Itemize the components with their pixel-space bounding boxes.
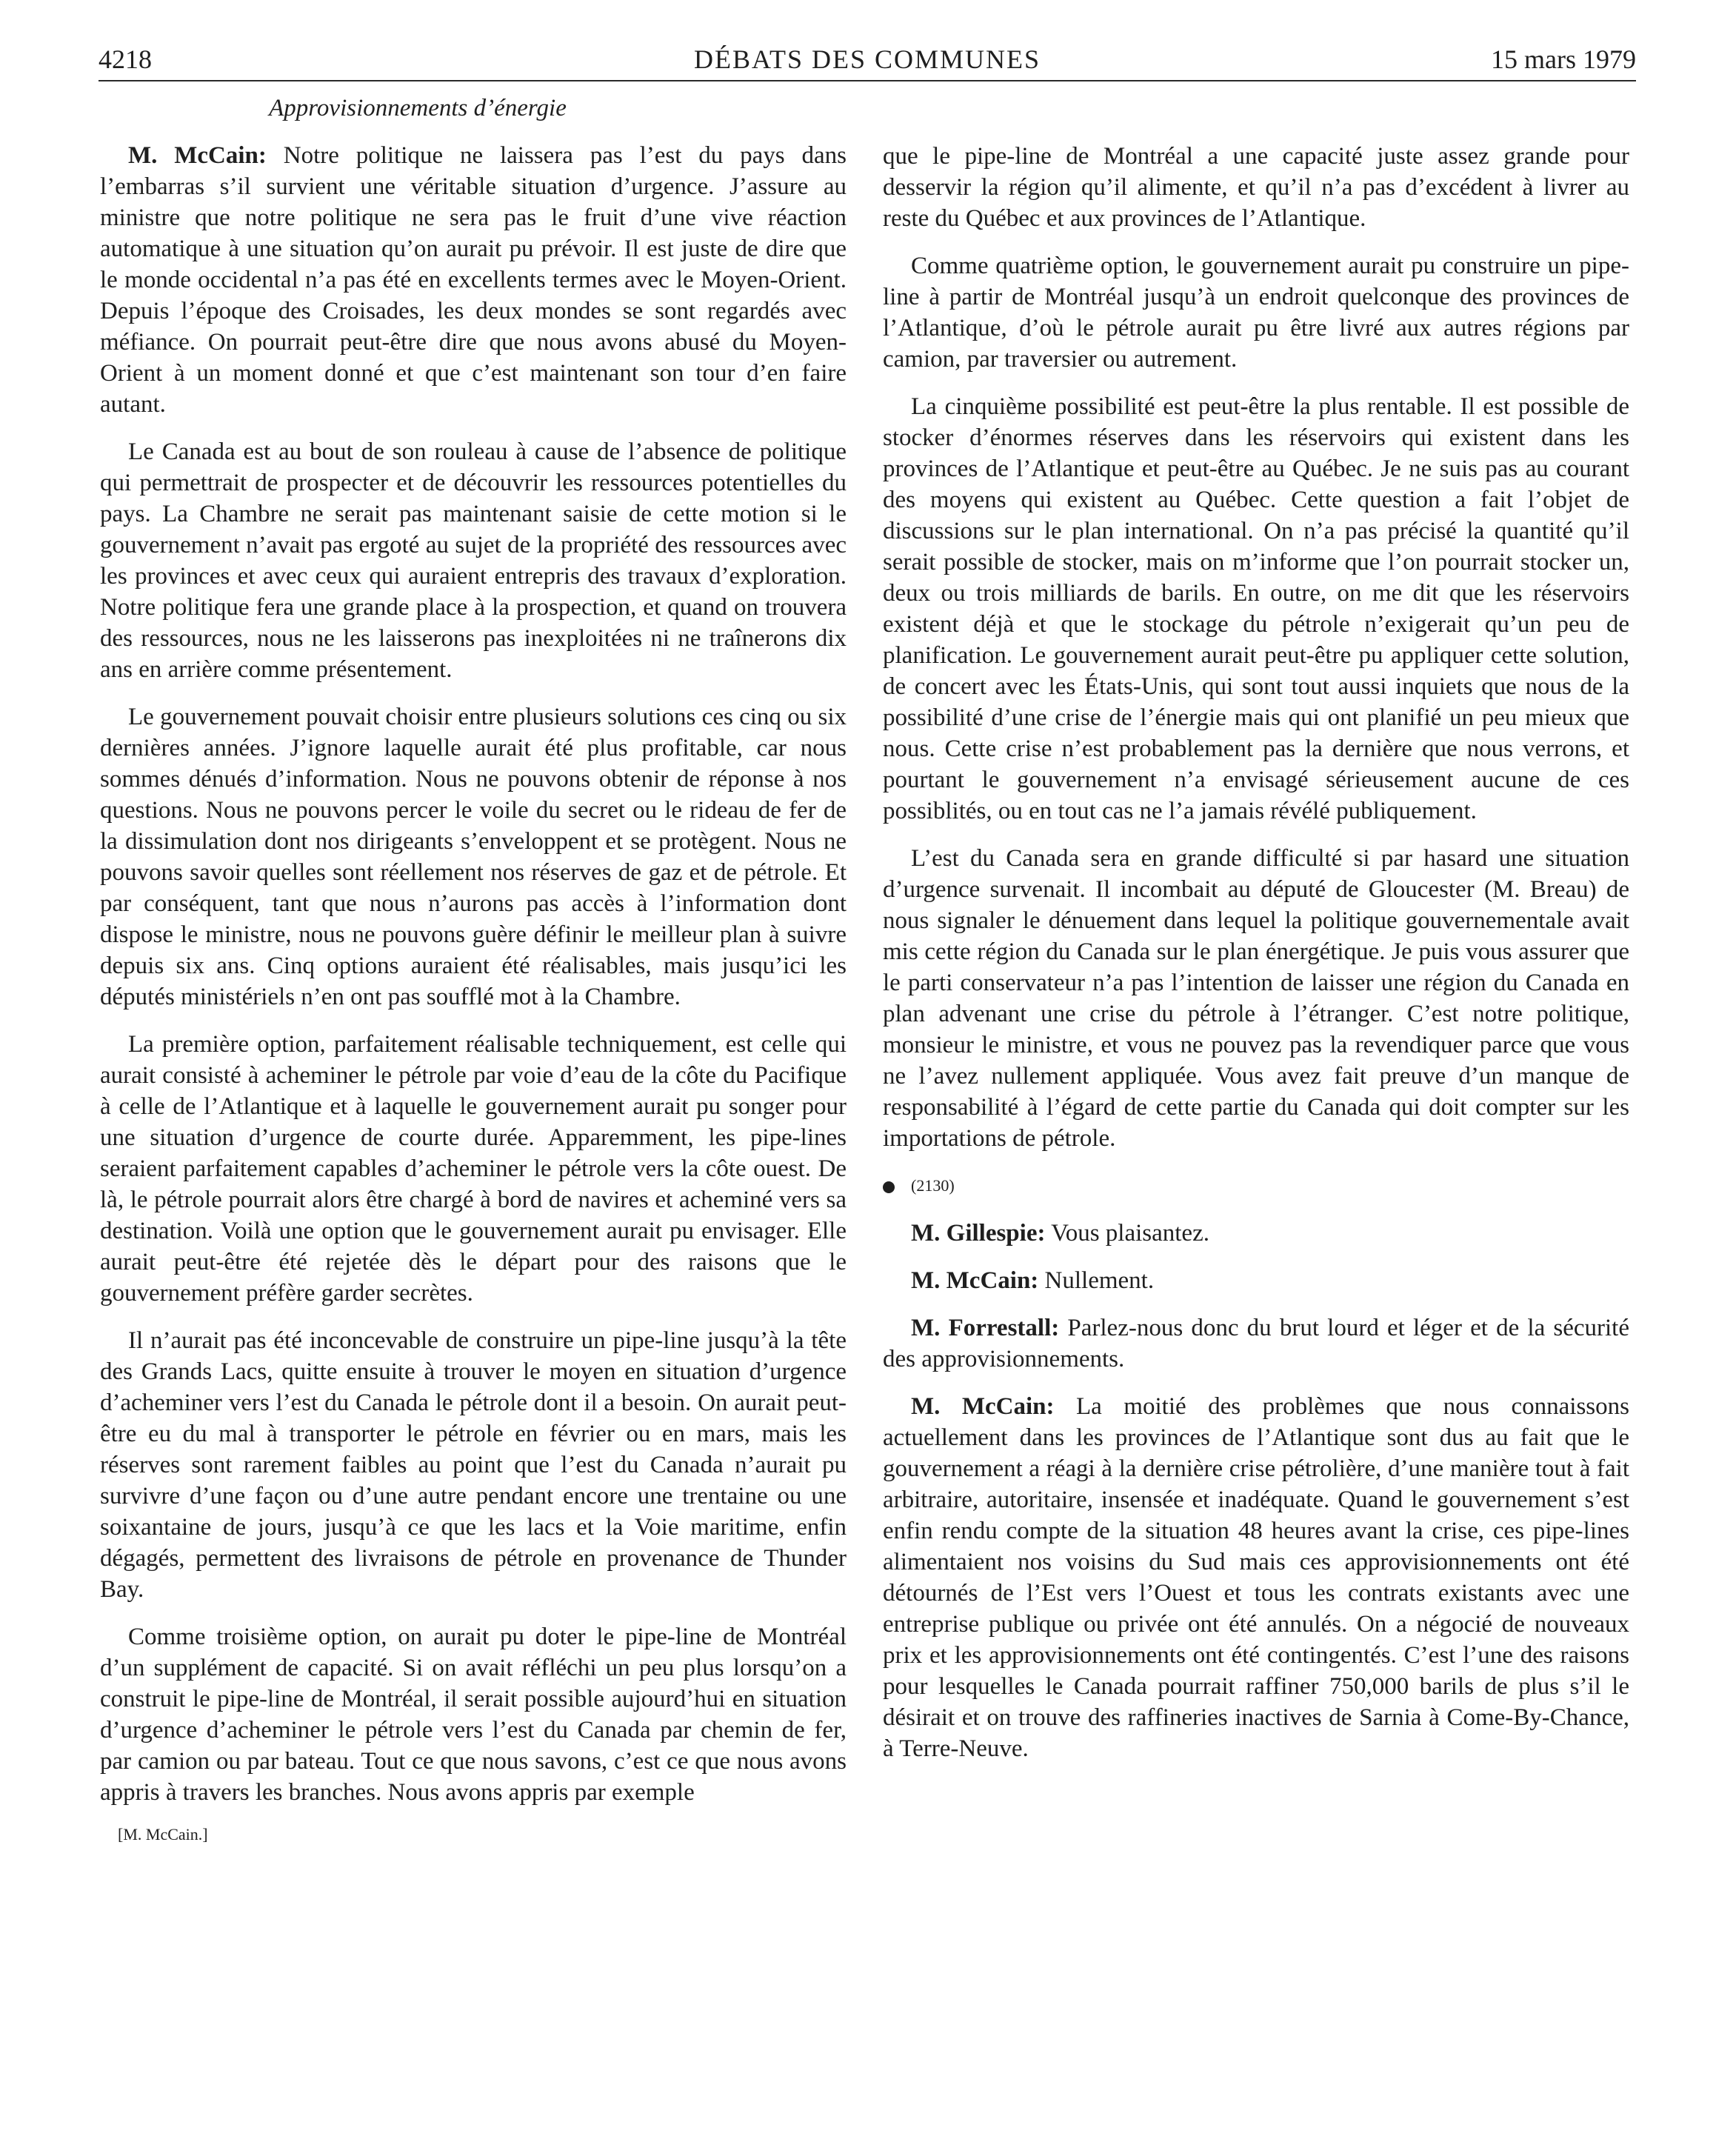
paragraph bbox=[883, 1391, 1629, 1764]
page-header bbox=[99, 43, 1636, 81]
paragraph bbox=[100, 140, 847, 420]
paragraph-text: La moitié des problèmes que nous connaissons actuellement dans les provinces de l’Atlantique sont dus au fait que le gouvernement a réagi à la dernière crise pétrolière, d’une manière tout à fait arbitraire, autoritaire, insensée et inadéquate. Quand le gouvernement s’est enfin rendu compte de la situation 48 heures avant la crise, ces pipe-lines alimentaient nos voisins du Sud mais ces approvisionnements ont été détournés de l’Est vers l’Ouest et tous les contrats existants avec une entreprise publique ou privée ont été annulés. On a négocié de nouveaux prix et les approvisionnements ont été contingentés. C’est l’une des raisons pour lesquelles le Canada pourrait raffiner 750,000 barils de plus s’il le désirait et on trouve des raffineries inactives de Sarnia à Come-By-Chance, à Terre-Neuve. bbox=[883, 1393, 1629, 1762]
paragraph bbox=[883, 141, 1629, 234]
speaker-name: M. Gillespie: bbox=[911, 1220, 1046, 1247]
paragraph-text: Vous plaisantez. bbox=[1045, 1220, 1209, 1247]
paragraph-text: Comme quatrième option, le gouvernement aurait pu construire un pipe-line à partir de Montréal jusqu’à un endroit quelconque des provinces de l’Atlantique, d’où le pétrole aurait pu être livré aux autres régions par camion, par traversier ou autrement. bbox=[883, 253, 1629, 373]
paragraph-text: Comme troisième option, on aurait pu doter le pipe-line de Montréal d’un supplément de capacité. Si on avait réfléchi un peu plus lorsqu’on a construit le pipe-line de Montréal, il serait possible aujourd’hui en situation d’urgence d’acheminer le pétrole vers l’est du Canada par chemin de fer, par camion ou par bateau. Tout ce que nous savons, c’est ce que nous avons appris à travers les branches. Nous avons appris par exemple bbox=[100, 1624, 847, 1806]
speaker-signature: [M. McCain.] bbox=[118, 1825, 208, 1844]
speaker-name: M. McCain: bbox=[128, 142, 267, 169]
paragraph-text: que le pipe-line de Montréal a une capacité juste assez grande pour desservir la région qu’il alimente, et qu’il n’a pas d’excédent à livrer au reste du Québec et aux provinces de l’Atlantique. bbox=[883, 143, 1629, 232]
paragraph bbox=[100, 1325, 847, 1605]
paragraph-text: Le Canada est au bout de son rouleau à cause de l’absence de politique qui permettrait de prospecter et de découvrir les ressources potentielles du pays. La Chambre ne serait pas maintenant saisie de cette motion si le gouvernement n’avait pas ergoté au sujet de la propriété des ressources avec les provinces et avec ceux qui auraient entrepris des travaux d’exploration. Notre politique fera une grande place à la prospection, et quand on trouvera des ressources, nous ne les laisserons pas inexploitées ni ne traînerons dix ans en arrière comme présentement. bbox=[100, 438, 847, 683]
paragraph-text: Il n’aurait pas été inconcevable de construire un pipe-line jusqu’à la tête des Grands Lacs, quitte ensuite à trouver le moyen en situation d’urgence d’acheminer vers l’est du Canada le pétrole dont il a besoin. On aurait peut-être eu du mal à transporter le pétrole en février ou en mars, mais les réserves sont rarement faibles au point que l’est du Canada n’aurait pu survivre d’une façon ou d’une autre pendant encore une trentaine ou une soixantaine de jours, jusqu’à ce que les lacs et la Voie maritime, enfin dégagés, permettent des livraisons de pétrole en provenance de Thunder Bay. bbox=[100, 1327, 847, 1603]
bullet-icon bbox=[883, 1181, 895, 1193]
right-paragraphs-before bbox=[883, 141, 1629, 1154]
paragraph bbox=[883, 843, 1629, 1154]
paragraph-text: L’est du Canada sera en grande difficulté si par hasard une situation d’urgence survenait. Il incombait au député de Gloucester (M. Breau) de nous signaler le dénuement dans lequel la politique gouvernementale avait mis cette région du Canada sur le plan énergétique. Je puis vous assurer que le parti conservateur n’a pas l’intention de laisser une région du Canada en plan advenant une crise du pétrole à l’étranger. C’est notre politique, monsieur le ministre, et vous ne pouvez pas la revendiquer parce que vous ne l’avez nullement appliquée. Vous avez fait preuve d’un manque de responsabilité à l’égard de cette partie du Canada qui doit compter sur les importations de pétrole. bbox=[883, 845, 1629, 1152]
speaker-name: M. Forrestall: bbox=[911, 1315, 1060, 1341]
paragraph-text: Le gouvernement pouvait choisir entre plusieurs solutions ces cinq ou six dernières années. J’ignore laquelle aurait été plus profitable, car nous sommes dénués d’information. Nous ne pouvons obtenir de réponse à nos questions. Nous ne pouvons percer le voile du secret ou le rideau de fer de la dissimulation dont nos dirigeants s’enveloppent et se protègent. Nous ne pouvons savoir quelles sont réellement nos réserves de gaz et de pétrole. Et par conséquent, tant que nous n’aurons pas accès à l’information dont dispose le ministre, nous ne pouvons guère définir le meilleur plan à suivre depuis six ans. Cinq options auraient été réalisables, mais jusqu’ici les députés ministériels n’en ont pas soufflé mot à la Chambre. bbox=[100, 704, 847, 1010]
page-date: 15 mars 1979 bbox=[1491, 44, 1636, 74]
right-column bbox=[883, 141, 1629, 1781]
paragraph-text: Parlez-nous donc du brut lourd et léger et de la sécurité des approvisionnements. bbox=[883, 1315, 1629, 1372]
paragraph bbox=[100, 701, 847, 1012]
time-marker-text: (2130) bbox=[911, 1176, 955, 1195]
paragraph bbox=[883, 391, 1629, 827]
right-paragraphs-after bbox=[883, 1218, 1629, 1764]
speaker-name: M. McCain: bbox=[911, 1267, 1039, 1294]
publication-title: DÉBATS DES COMMUNES bbox=[693, 44, 1041, 74]
paragraph bbox=[883, 1265, 1629, 1296]
paragraph bbox=[100, 1029, 847, 1309]
time-marker bbox=[883, 1175, 1629, 1197]
paragraph-text: Notre politique ne laissera pas l’est du pays dans l’embarras s’il survient une véritable situation d’urgence. J’assure au ministre que notre politique ne sera pas le fruit d’une vive réaction automatique à une situation qu’on aurait pu prévoir. Il est juste de dire que le monde occidental n’a pas été en excellents termes avec le Moyen-Orient. Depuis l’époque des Croisades, les deux mondes se sont regardés avec méfiance. On pourrait peut-être dire que nous avons abusé du Moyen-Orient à un moment donné et que c’est maintenant son tour d’en faire autant. bbox=[100, 142, 847, 418]
left-paragraphs bbox=[100, 140, 847, 1808]
paragraph-text: La première option, parfaitement réalisable techniquement, est celle qui aurait consisté à acheminer le pétrole par voie d’eau de la côte du Pacifique à celle de l’Atlantique et à laquelle le gouvernement aurait pu songer pour une situation d’urgence de courte durée. Apparemment, les pipe-lines seraient parfaitement capables d’acheminer le pétrole vers la côte ouest. De là, le pétrole pourrait alors être chargé à bord de navires et acheminé vers sa destination. Voilà une option que le gouvernement aurait pu envisager. Elle aurait peut-être été rejetée dès le départ pour des raisons que le gouvernement préfère garder secrètes. bbox=[100, 1031, 847, 1307]
paragraph bbox=[883, 1312, 1629, 1375]
paragraph-text: La cinquième possibilité est peut-être la plus rentable. Il est possible de stocker d’énormes réserves dans les réservoirs qui existent dans les provinces de l’Atlantique et peut-être au Québec. Je ne suis pas au courant des moyens qui existent au Québec. Cette question a fait l’objet de discussions sur le plan international. On n’a pas précisé la quantité qu’il serait possible de stocker, mais on m’informe que l’on pourrait stocker un, deux ou trois milliards de barils. En outre, on me dit que les réservoirs existent déjà et que le stockage du pétrole n’exigerait qu’un peu de planification. Le gouvernement aurait peut-être pu appliquer cette solution, de concert avec les États-Unis, qui sont tout aussi inquiets que nous de la possibilité d’une crise de l’énergie mais qui ont planifié un peu mieux que nous. Cette crise n’est probablement pas la dernière que nous verrons, et pourtant le gouvernement n’a envisagé sérieusement aucune de ces possiblités, ou en tout cas ne l’a jamais révélé publiquement. bbox=[883, 393, 1629, 824]
paragraph bbox=[100, 1621, 847, 1808]
left-column bbox=[100, 93, 847, 1845]
paragraph bbox=[100, 436, 847, 685]
section-heading: Approvisionnements d’énergie bbox=[269, 95, 567, 121]
paragraph bbox=[883, 250, 1629, 375]
speaker-name: M. McCain: bbox=[911, 1393, 1055, 1420]
paragraph-text: Nullement. bbox=[1038, 1267, 1155, 1294]
paragraph bbox=[883, 1218, 1629, 1249]
page-number: 4218 bbox=[99, 44, 152, 74]
